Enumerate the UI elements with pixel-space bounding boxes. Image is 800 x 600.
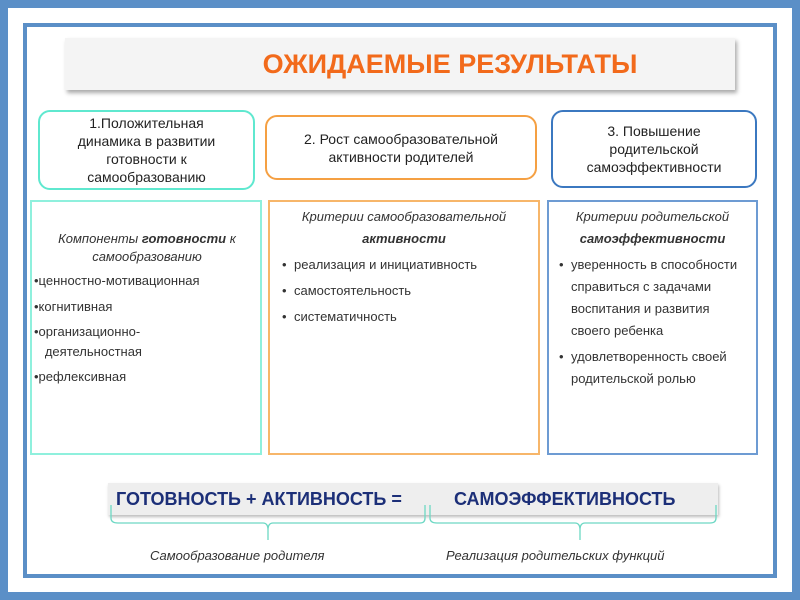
panel-heading: Критерии родительской самоэффективности xyxy=(575,209,730,246)
list-item: • удовлетворенность своей родительской ролью xyxy=(557,346,727,390)
panel-heading: Компоненты готовности к самообразованию xyxy=(58,231,236,264)
list-item: • самостоятельность xyxy=(280,280,528,302)
list-item: •ценностно-мотивационная xyxy=(34,273,200,288)
list-item: •организационно- деятельностная xyxy=(34,324,142,359)
result-1-text: 1.Положительная динамика в развитии готовности к самообразованию xyxy=(77,115,216,185)
result-3-text: 3. Повышение родительской самоэффективности xyxy=(586,123,722,175)
list-item: • реализация и инициативность xyxy=(280,254,528,276)
slide-title: ОЖИДАЕМЫЕ РЕЗУЛЬТАТЫ xyxy=(65,38,735,90)
list-item: • уверенность в способности справиться с задачами воспитания и развития своего ребенка xyxy=(557,254,748,342)
list-item: • систематичность xyxy=(280,306,528,328)
result-2-text: 2. Рост самообразовательной активности родителей xyxy=(304,130,498,165)
formula-left: ГОТОВНОСТЬ + АКТИВНОСТЬ = xyxy=(116,489,402,509)
caption-parental-functions: Реализация родительских функций xyxy=(446,548,665,563)
list-item: •рефлексивная xyxy=(34,369,127,384)
formula-right: САМОЭФФЕКТИВНОСТЬ xyxy=(454,489,676,509)
panel-heading: Критерии самообразовательной активности xyxy=(301,209,507,246)
caption-self-education: Самообразование родителя xyxy=(150,548,325,563)
list-item: •когнитивная xyxy=(34,299,113,314)
brace-left xyxy=(111,505,425,540)
brace-right xyxy=(430,505,716,540)
